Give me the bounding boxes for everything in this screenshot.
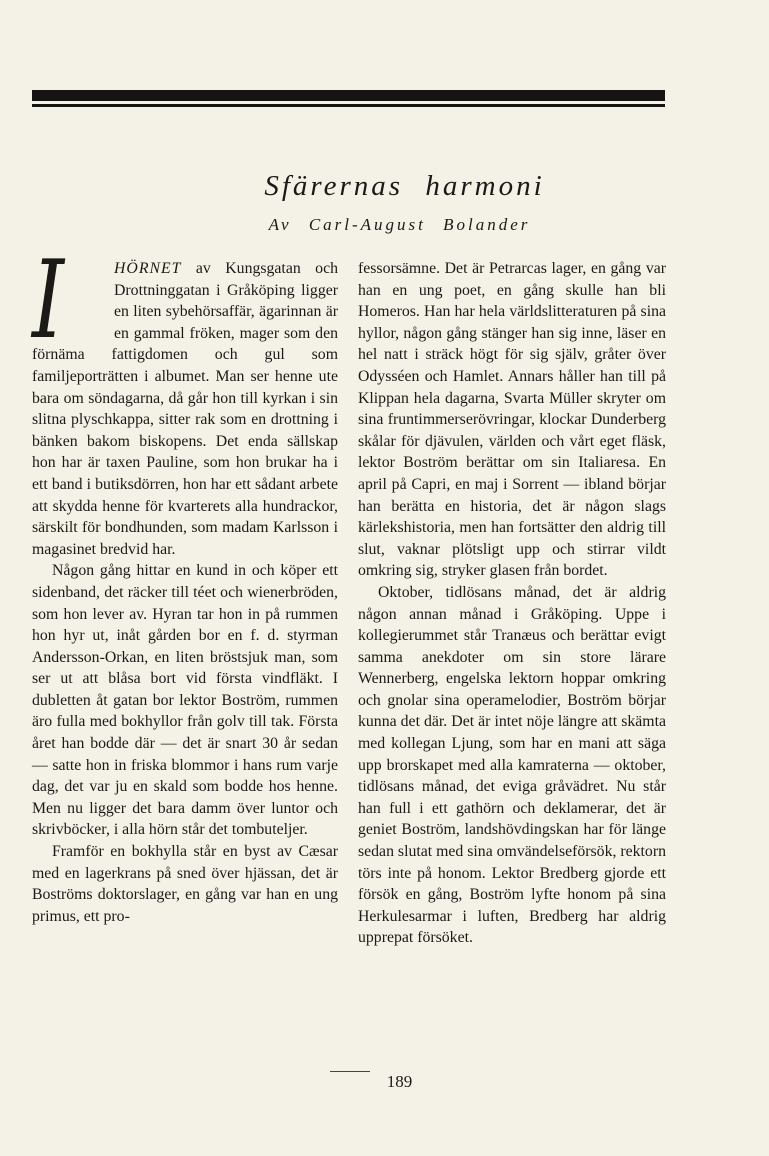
paragraph-2: Någon gång hittar en kund in och köper ett sidenband, det räcker till téet och wienerbröden, som hon lever av. Hyran tar hon in på rummen hon hyr ut, inåt gården bor en f. d. styrman Andersson-Orkan, en liten bröstsjuk man, som ser ut att blåsa bort vid första vindfläkt. I dubletten åt gatan bor lektor Boström, rummen äro fulla med bokhyllor från golv till tak. Första året han bodde där — det är snart 30 år sedan — satte hon in friska blommor i hans rum varje dag, det var ju en skald som bodde hos henne. Men nu ligger det bara damm över luntor och skrivböcker, i alla hörn står det tombuteljer. xyxy=(32,562,338,839)
left-column xyxy=(32,238,338,927)
paragraph-1-text: av Kungsgatan och Drottninggatan i Gråköping ligger en liten sybehörsaffär, ägarinnan är en gammal fröken, mager som den förnäma fattigdomen och gul som familjeporträtten i albumet. Man ser henne ute bara om söndagarna, då går hon till kyrkan i sin slitna plyschkappa, sitter rak som en drottning i bänken bakom biskopens. Det enda sällskap hon har är taxen Pauline, som hon brukar ha i ett band i butiksdörren, hon har ett sådant arbete att skydda henne för kvarterets alla hundrackor, särskilt för bondhunden, som madam Karlsson i magasinet bredvid har. xyxy=(32,260,338,558)
header-rule-thin xyxy=(32,104,665,107)
paragraph-5: Oktober, tidlösans månad, det är aldrig någon annan månad i Gråköping. Uppe i kollegierummet står Tranæus och berättar evigt samma anekdoter om sin store lärare Wennerberg, engelska lektorn hoppar omkring och gnolar sina operamelodier, Boström börjar kunna det där. Det är intet nöje längre att skämta med kollegan Ljung, som har en mani att säga upp brorskapet med alla kamraterna — oktober, tidlösans månad, det eviga gråvädret. Nu står han full i ett gathörn och deklamerar, det är geniet Boström, landshövdingskan har för länge sedan slutat med sina omvändelseförsök, rektorn törs inte på honom. Lektor Bredberg gjorde ett försök en gång, Boström lyfte honom på sina Herkulesarmar i luften, Bredberg har aldrig upprepat försöket. xyxy=(358,583,666,947)
paragraph-3: Framför en bokhylla står en byst av Cæsar med en lagerkrans på sned över hjässan, det är Boströms doktorslager, en gång var han en ung primus, ett pro- xyxy=(32,843,338,925)
paragraph-1 xyxy=(32,238,338,560)
paragraph-4: fessorsämne. Det är Petrarcas lager, en gång var han en ung poet, en gång skulle han bli Homeros. Han har hela världslitteraturen på sina hyllor, någon gång stänger han sig inne, läser en hel natt i sträck högt för sig själv, gråter över Odysséen och Hamlet. Annars håller han till på Klippan hela dagarna, Svarta Müller skryter om sina fruntimmerserövringar, klockar Dunderberg skålar för djävulen, världen och vårt eget fläsk, lektor Boström berättar om sin Italiaresa. En april på Capri, en maj i Sorrent — ibland börjar han berätta en historia, det är någon slags kärlekshistoria, men han fortsätter den aldrig till slut, vaknar plötsligt upp och stirrar vildt omkring sig, stryker glasen från bordet. xyxy=(358,260,666,580)
right-column xyxy=(358,258,666,949)
drop-cap: I xyxy=(32,238,65,363)
article-byline: Av Carl-August Bolander xyxy=(268,215,531,234)
article-title: Sfärernas harmoni xyxy=(264,170,545,202)
page-number: 189 xyxy=(386,1072,413,1091)
opening-word: HÖRNET xyxy=(114,260,182,277)
header-rule-thick xyxy=(32,90,665,101)
